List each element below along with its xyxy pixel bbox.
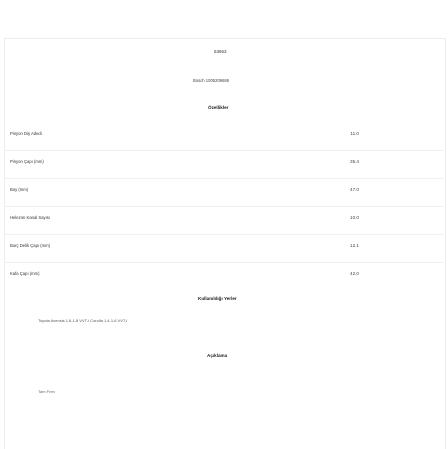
product-code: 53663 xyxy=(214,49,227,54)
feature-value: 47.0 xyxy=(350,187,359,192)
row-divider xyxy=(4,234,444,235)
features-title: Özellikler xyxy=(208,105,229,110)
row-divider xyxy=(4,150,444,151)
row-divider xyxy=(4,206,444,207)
description-title: Açıklama xyxy=(207,353,228,358)
feature-value: 11.0 xyxy=(350,131,359,136)
feature-row xyxy=(4,271,444,293)
oem-reference: Bosch 1005209695 xyxy=(193,78,230,83)
feature-label: Burç Delik Çapı (mm) xyxy=(10,243,51,248)
feature-label: Pinyon Çapı (mm) xyxy=(10,159,44,164)
feature-value: 42.0 xyxy=(350,271,359,276)
feature-label: Boy (mm) xyxy=(10,187,29,192)
row-divider xyxy=(4,178,444,179)
feature-value: 35.4 xyxy=(350,159,359,164)
row-divider xyxy=(4,262,444,263)
vehicle-compatibility: Toyota Avensis 1.6-1.8 VVT-i Corolla 1.4-1.6 VVT-i xyxy=(38,318,128,323)
feature-label: Helezon Kanal Sayısı xyxy=(10,215,51,220)
description-text: Tam Fren xyxy=(38,389,55,394)
feature-value: 10.0 xyxy=(350,215,359,220)
feature-value: 12.1 xyxy=(350,243,359,248)
feature-label: Kafa Çapı (mm) xyxy=(10,271,40,276)
feature-label: Pinyon Diş Adedi xyxy=(10,131,42,136)
vehicles-title: Kullanıldığı Yerler xyxy=(198,296,237,301)
